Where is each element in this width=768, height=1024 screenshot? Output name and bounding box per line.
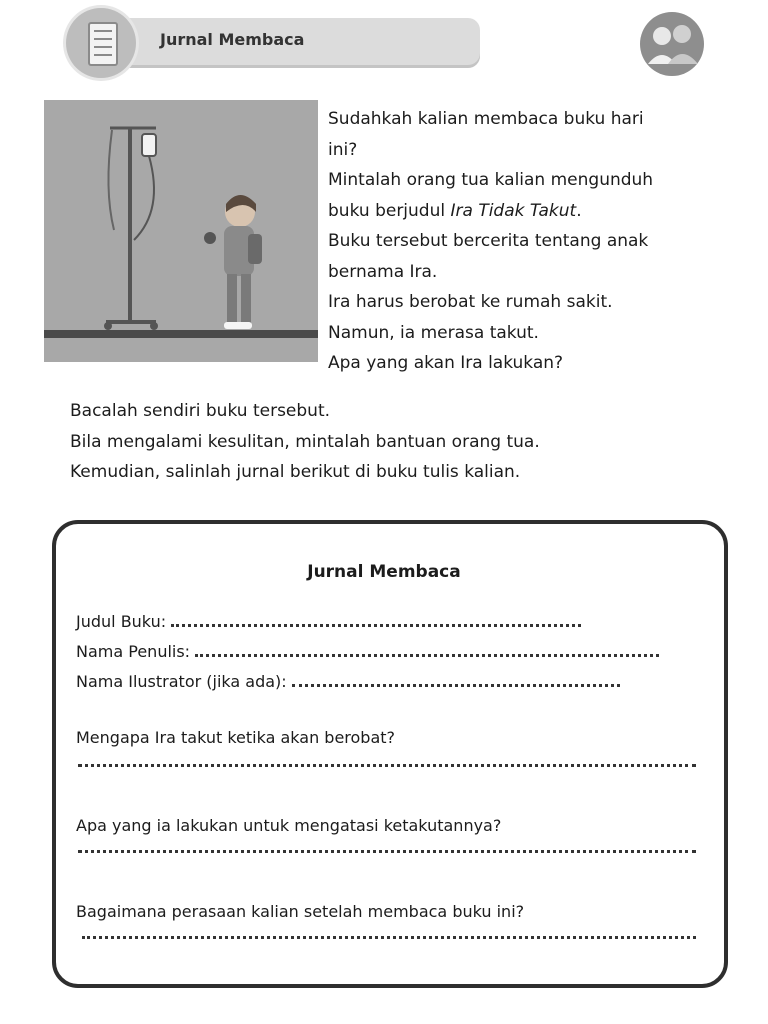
- intro-line: Buku tersebut bercerita tentang anak: [328, 231, 649, 251]
- question-3: Bagaimana perasaan kalian setelah membaca buku ini?: [76, 902, 525, 921]
- illustration-svg: [44, 100, 318, 362]
- intro-line: Mintalah orang tua kalian mengunduh: [328, 170, 654, 190]
- field-judul: [76, 610, 581, 631]
- field-ilustrator-blank: [292, 670, 620, 687]
- notebook-icon: [88, 22, 118, 66]
- intro-line: Ira harus berobat ke rumah sakit.: [328, 292, 613, 312]
- field-ilustrator: [76, 670, 620, 691]
- intro-line: Apa yang akan Ira lakukan?: [328, 353, 564, 373]
- instruction-line: Bila mengalami kesulitan, mintalah bantuan orang tua.: [70, 431, 540, 452]
- intro-line: buku berjudul: [328, 200, 451, 221]
- page-title: Jurnal Membaca: [160, 30, 305, 49]
- book-title-suffix: .: [576, 200, 582, 221]
- intro-line: bernama Ira.: [328, 261, 438, 282]
- students-avatar-svg: [640, 12, 704, 76]
- intro-paragraph: [328, 104, 748, 379]
- book-title: Ira Tidak Takut: [450, 200, 577, 221]
- journal-title: Jurnal Membaca: [307, 562, 461, 582]
- field-penulis: [76, 640, 659, 661]
- students-icon: [640, 12, 704, 76]
- field-penulis-label: Nama Penulis:: [76, 642, 191, 661]
- intro-line: Namun, ia merasa takut.: [328, 322, 539, 343]
- field-penulis-blank: [195, 640, 659, 657]
- field-judul-blank: [171, 610, 581, 627]
- answer-line-2: [78, 850, 696, 853]
- field-judul-label: Judul Buku:: [76, 612, 167, 631]
- intro-line: Sudahkah kalian membaca buku hari: [328, 109, 644, 129]
- answer-line-3: [82, 936, 696, 939]
- question-2: Apa yang ia lakukan untuk mengatasi ketakutannya?: [76, 816, 502, 835]
- intro-line-with-title: [328, 196, 748, 227]
- instruction-line: Bacalah sendiri buku tersebut.: [70, 401, 331, 421]
- answer-line-1: [78, 764, 696, 767]
- instruction-line: Kemudian, salinlah jurnal berikut di buku tulis kalian.: [70, 462, 521, 482]
- girl-with-iv-stand-illustration: [44, 100, 318, 362]
- question-1: Mengapa Ira takut ketika akan berobat?: [76, 728, 396, 747]
- field-ilustrator-label: Nama Ilustrator (jika ada):: [76, 672, 287, 691]
- intro-line: ini?: [328, 139, 358, 160]
- instructions-paragraph: [70, 396, 730, 488]
